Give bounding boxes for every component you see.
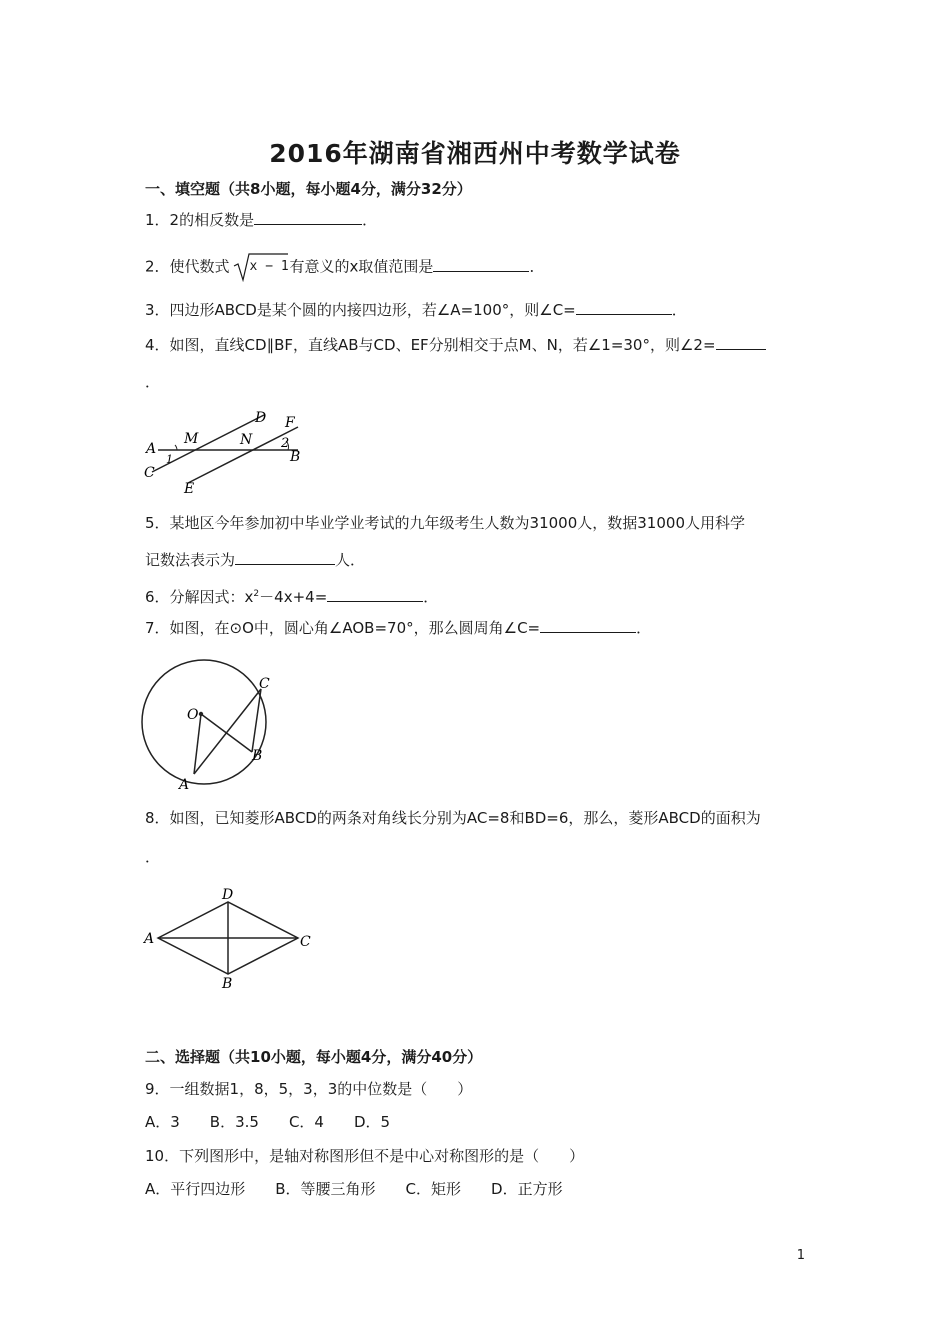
question-7: [145, 618, 651, 638]
label-angle-2: 2: [281, 436, 290, 451]
question-2-prefix: 2．使代数式: [145, 257, 230, 276]
question-7-end: ．: [636, 619, 652, 637]
label-e: E: [184, 481, 195, 497]
question-1-text: 1．2的相反数是: [145, 211, 255, 229]
answer-blank-3: [576, 300, 672, 315]
answer-blank-2: [433, 257, 529, 272]
question-9-options: A．3 B．3.5 C．4 D．5: [145, 1113, 391, 1131]
label-n: N: [240, 432, 253, 448]
figure-parallel-lines: [140, 405, 310, 497]
label-d: D: [222, 887, 234, 903]
label-a: A: [179, 777, 190, 793]
label-c: C: [259, 676, 270, 692]
label-f: F: [285, 415, 295, 431]
question-6: [145, 584, 438, 607]
label-a: A: [144, 931, 155, 947]
radicand: x − 1: [249, 259, 289, 274]
question-4: [145, 335, 766, 355]
question-10: 10．下列图形中，是轴对称图形但不是中心对称图形的是（ ）: [145, 1147, 585, 1165]
question-2: [145, 252, 544, 282]
question-3: [145, 300, 687, 320]
page-number: 1: [796, 1248, 805, 1263]
answer-blank-7: [540, 618, 636, 633]
label-c: C: [300, 934, 311, 950]
exponent: 2: [253, 589, 260, 599]
label-angle-1: 1: [166, 453, 173, 466]
question-5-prefix: 记数法表示为: [145, 551, 236, 569]
label-m: M: [184, 431, 199, 447]
question-3-text: 3．四边形ABCD是某个圆的内接四边形，若∠A=100°，则∠C=: [145, 301, 576, 319]
circle-o: [142, 660, 266, 784]
figure-circle: [138, 652, 278, 794]
answer-blank-5: [235, 550, 335, 565]
answer-blank-6: [327, 587, 423, 602]
question-8-line-2: ．: [145, 848, 161, 866]
sqrt-expression: [232, 252, 288, 282]
question-6-end: ．: [423, 588, 439, 606]
question-1: [145, 210, 377, 230]
section-2-heading: 二、选择题（共10小题，每小题4分，满分40分）: [145, 1048, 483, 1066]
question-5-line-2: [145, 550, 365, 570]
question-6-prefix: 6．分解因式：x: [145, 588, 254, 606]
question-9: 9．一组数据1，8，5，3，3的中位数是（ ）: [145, 1080, 473, 1098]
question-3-end: ．: [671, 301, 687, 319]
question-4-text: 4．如图，直线CD∥BF，直线AB与CD、EF分别相交于点M、N，若∠1=30°，则∠2=: [145, 336, 716, 354]
question-5-suffix: 人．: [335, 551, 366, 569]
question-2-suffix: 有意义的x取值范围是: [289, 257, 434, 276]
label-b: B: [222, 976, 233, 992]
question-6-suffix: －4x+4=: [259, 588, 328, 606]
label-b: B: [290, 449, 301, 465]
label-o: O: [187, 707, 199, 723]
question-7-text: 7．如图，在⊙O中，圆心角∠AOB=70°，那么圆周角∠C=: [145, 619, 541, 637]
answer-blank-4: [716, 335, 766, 350]
segment-ac: [194, 689, 261, 774]
question-2-end: ．: [529, 257, 545, 276]
page-title: 2016年湖南省湘西州中考数学试卷: [269, 139, 681, 168]
question-10-options: A．平行四边形 B．等腰三角形 C．矩形 D．正方形: [145, 1180, 563, 1198]
section-1-heading: 一、填空题（共8小题，每小题4分，满分32分）: [145, 180, 472, 198]
label-d: D: [255, 410, 267, 426]
question-1-end: ．: [362, 211, 378, 229]
question-4-end: ．: [145, 373, 161, 391]
answer-blank-1: [254, 210, 362, 225]
question-5-line-1: 5．某地区今年参加初中毕业学业考试的九年级考生人数为31000人，数据31000人用科学: [145, 514, 745, 532]
center-point-o: [199, 712, 203, 716]
label-b: B: [252, 748, 263, 764]
figure-rhombus: [140, 884, 318, 994]
segment-oa: [194, 714, 201, 774]
question-8-line-1: 8．如图，已知菱形ABCD的两条对角线长分别为AC=8和BD=6，那么，菱形ABCD的面积为: [145, 809, 761, 827]
label-c: C: [144, 465, 155, 481]
label-a: A: [146, 441, 157, 457]
